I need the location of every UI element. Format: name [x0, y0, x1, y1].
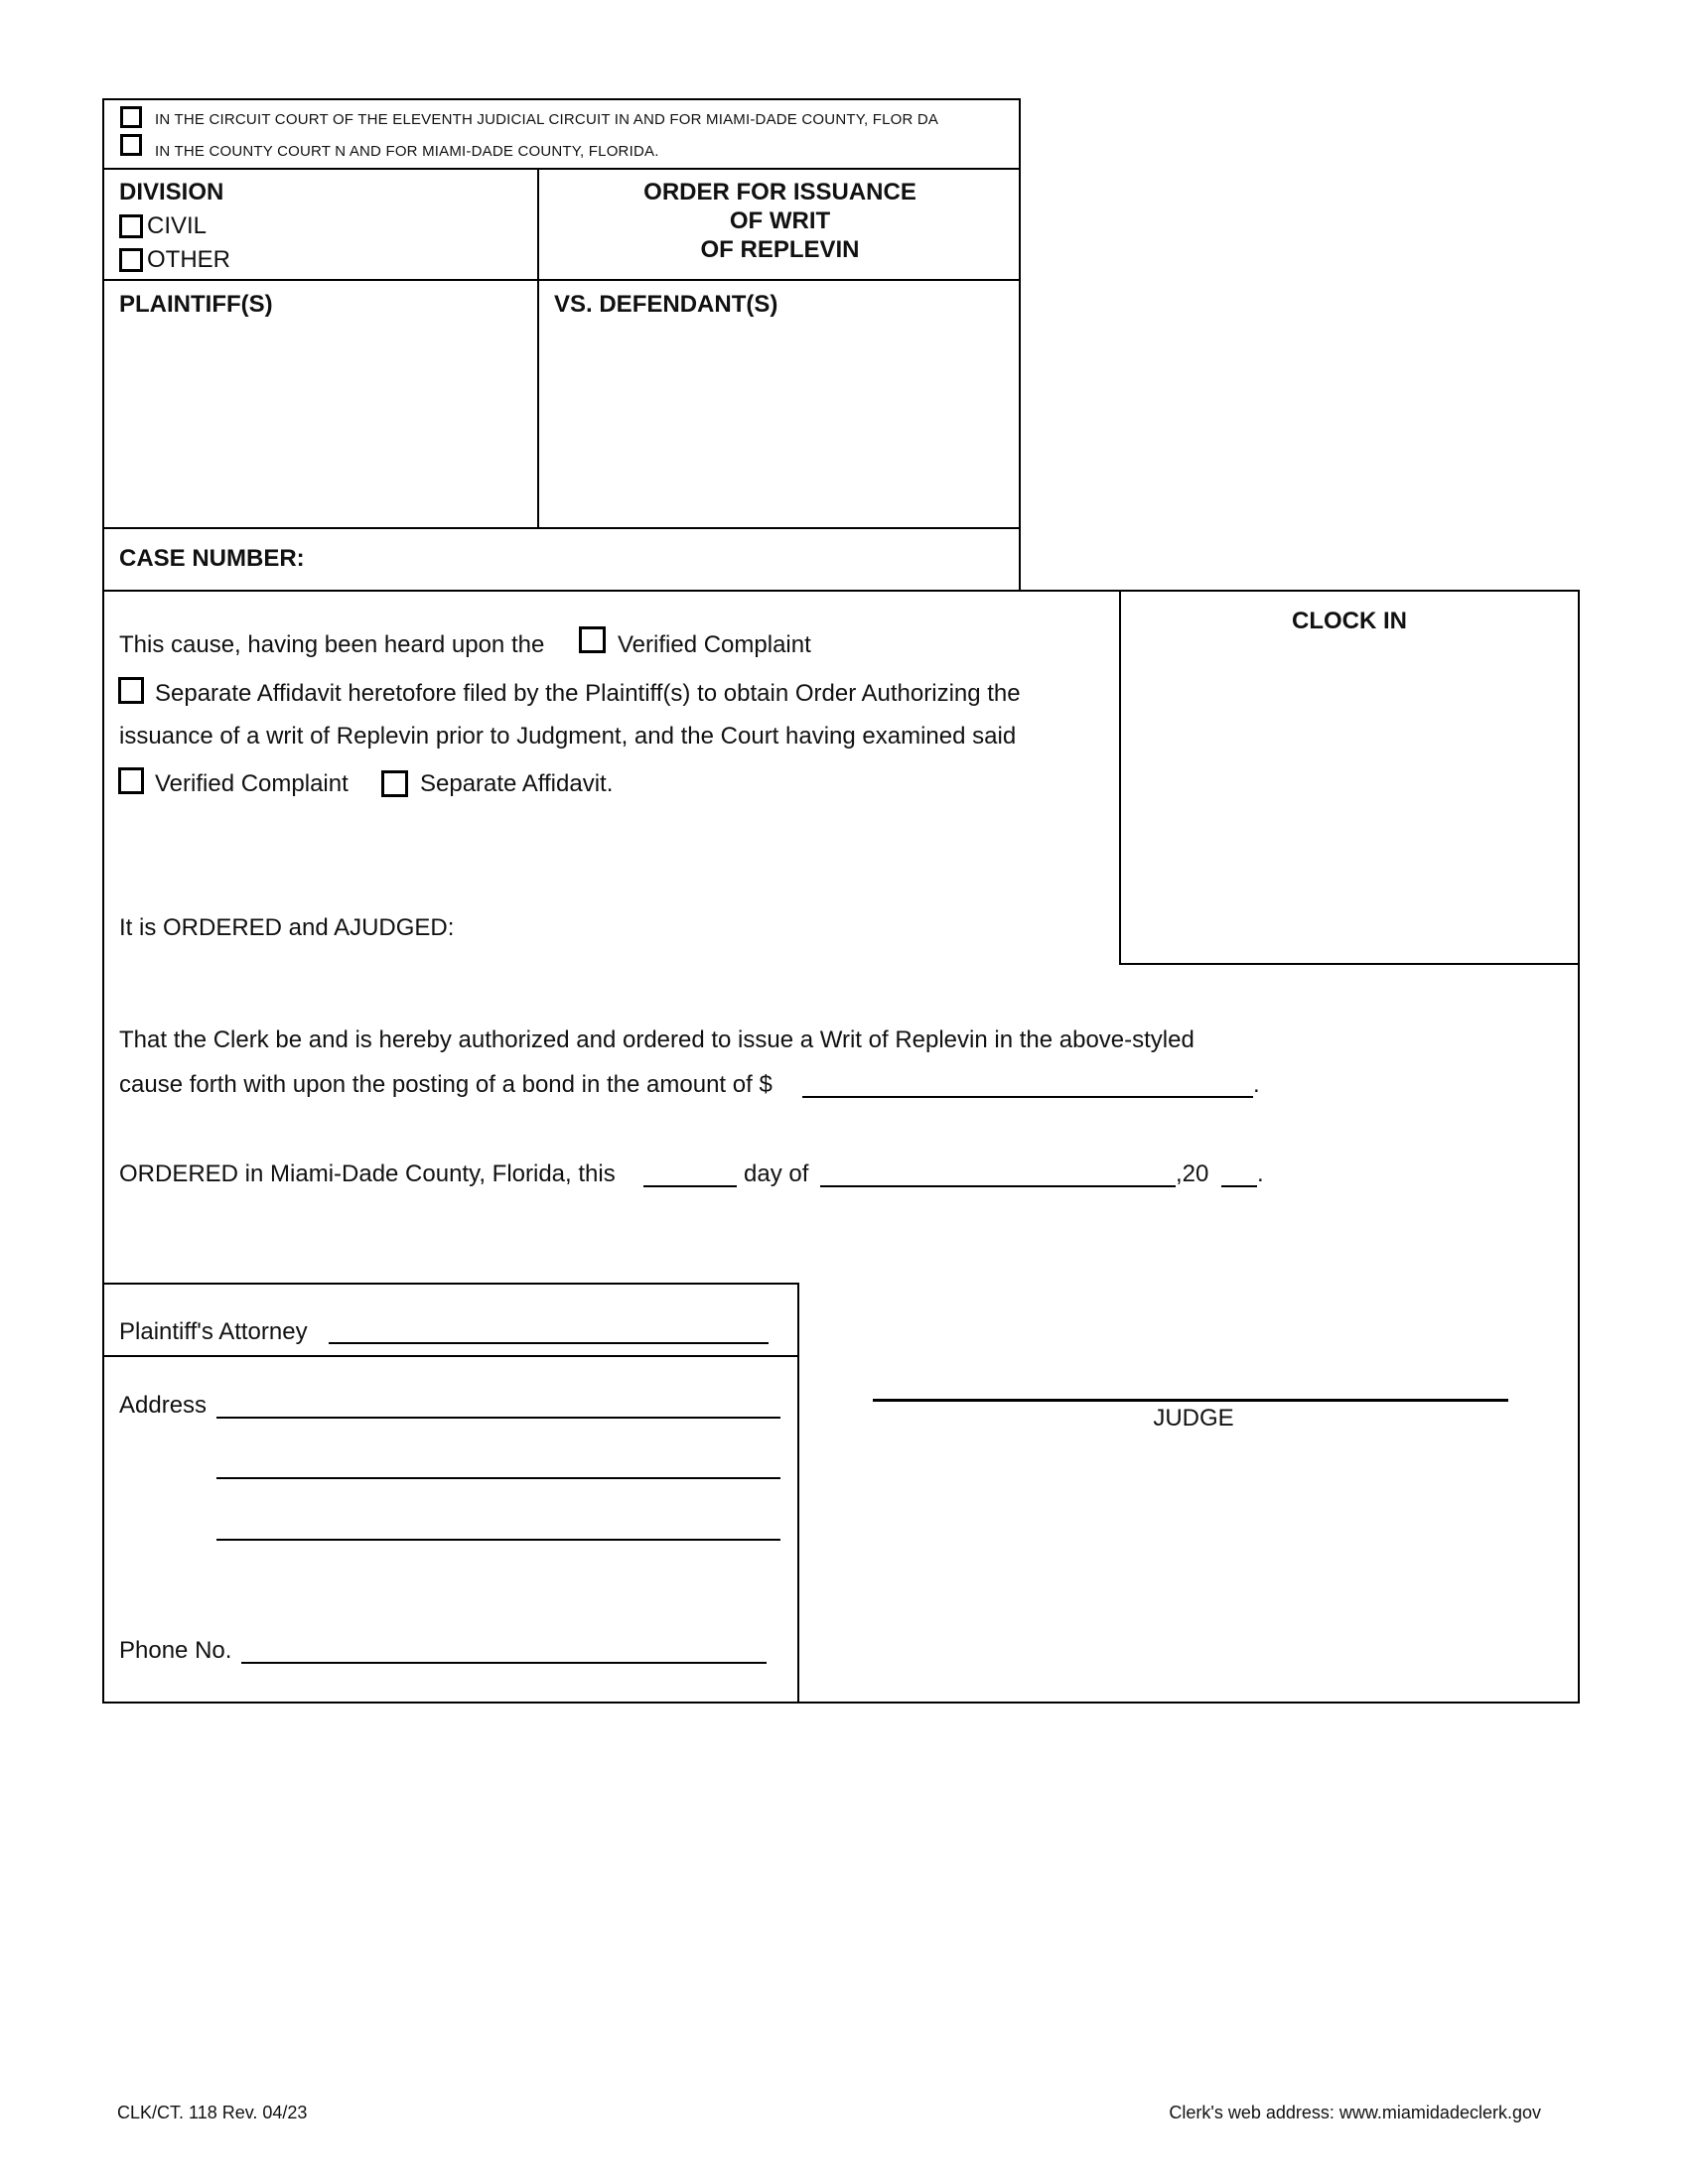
divider — [102, 1355, 799, 1357]
ordered-day-of: day of — [744, 1160, 809, 1187]
separate-affidavit-checkbox[interactable] — [118, 677, 144, 704]
address-line-1[interactable] — [216, 1417, 780, 1419]
verified-complaint-2-checkbox[interactable] — [118, 767, 144, 794]
phone-label: Phone No. — [119, 1637, 232, 1664]
day-line[interactable] — [643, 1185, 737, 1187]
body-line1: This cause, having been heard upon the — [119, 631, 545, 658]
divider — [102, 527, 1021, 529]
clock-in-label: CLOCK IN — [1292, 608, 1407, 634]
verified-complaint-checkbox[interactable] — [579, 626, 606, 653]
attorney-label: Plaintiff's Attorney — [119, 1318, 308, 1345]
clock-in-box — [1119, 590, 1580, 965]
attorney-name-line[interactable] — [329, 1342, 769, 1344]
year-line[interactable] — [1221, 1185, 1257, 1187]
verified-complaint-label: Verified Complaint — [618, 631, 811, 658]
clerk-line2: cause forth with upon the posting of a bond in the amount of $ — [119, 1071, 773, 1098]
civil-label: CIVIL — [147, 212, 208, 239]
judge-signature-line[interactable] — [873, 1399, 1508, 1402]
ordered-end: . — [1257, 1160, 1264, 1187]
clerk-web-address: Clerk's web address: www.miamidadeclerk.gov — [1169, 2103, 1541, 2122]
civil-checkbox[interactable] — [119, 214, 143, 238]
county-court-checkbox[interactable] — [120, 134, 142, 156]
ordered-date-pre: ORDERED in Miami-Dade County, Florida, this — [119, 1160, 616, 1187]
form-title-line3: OF REPLEVIN — [700, 236, 860, 263]
clerk-line1: That the Clerk be and is hereby authorized and ordered to issue a Writ of Replevin in the above-styled — [119, 1026, 1195, 1053]
defendant-label: VS. DEFENDANT(S) — [554, 291, 778, 318]
other-label: OTHER — [147, 246, 230, 273]
bond-amount-line[interactable] — [802, 1096, 1253, 1098]
verified-complaint-2-label: Verified Complaint — [155, 770, 349, 797]
form-title-line2: OF WRIT — [729, 207, 831, 234]
divider — [102, 279, 1021, 281]
ordered-adjudged: It is ORDERED and AJUDGED: — [119, 914, 455, 941]
case-number-field[interactable] — [328, 536, 1013, 586]
body-line3: issuance of a writ of Replevin prior to Judgment, and the Court having examined said — [119, 723, 1017, 750]
address-label: Address — [119, 1392, 208, 1419]
address-line-2[interactable] — [216, 1477, 780, 1479]
separate-affidavit-2-checkbox[interactable] — [381, 770, 408, 797]
body-line2: Separate Affidavit heretofore filed by the Plaintiff(s) to obtain Order Authorizing the — [155, 680, 1021, 707]
month-line[interactable] — [820, 1185, 1176, 1187]
defendant-field[interactable] — [542, 323, 1017, 521]
county-court-label: IN THE COUNTY COURT N AND FOR MIAMI-DADE COUNTY, FLORIDA. — [155, 143, 659, 160]
other-checkbox[interactable] — [119, 248, 143, 272]
ordered-year: ,20 — [1176, 1160, 1209, 1187]
phone-line[interactable] — [241, 1662, 767, 1664]
form-title-line1: ORDER FOR ISSUANCE — [643, 179, 916, 205]
separate-affidavit-2-label: Separate Affidavit. — [420, 770, 614, 797]
judge-label: JUDGE — [1153, 1405, 1234, 1432]
circuit-court-checkbox[interactable] — [120, 106, 142, 128]
division-label: DIVISION — [119, 179, 224, 205]
form-number: CLK/CT. 118 Rev. 04/23 — [117, 2103, 308, 2122]
address-line-3[interactable] — [216, 1539, 780, 1541]
plaintiff-label: PLAINTIFF(S) — [119, 291, 273, 318]
circuit-court-label: IN THE CIRCUIT COURT OF THE ELEVENTH JUDICIAL CIRCUIT IN AND FOR MIAMI-DADE COUNTY, FLOR DA — [155, 111, 939, 128]
divider — [102, 168, 1021, 170]
plaintiff-field[interactable] — [105, 323, 534, 521]
case-number-label: CASE NUMBER: — [119, 545, 305, 572]
bond-period: . — [1253, 1071, 1260, 1098]
